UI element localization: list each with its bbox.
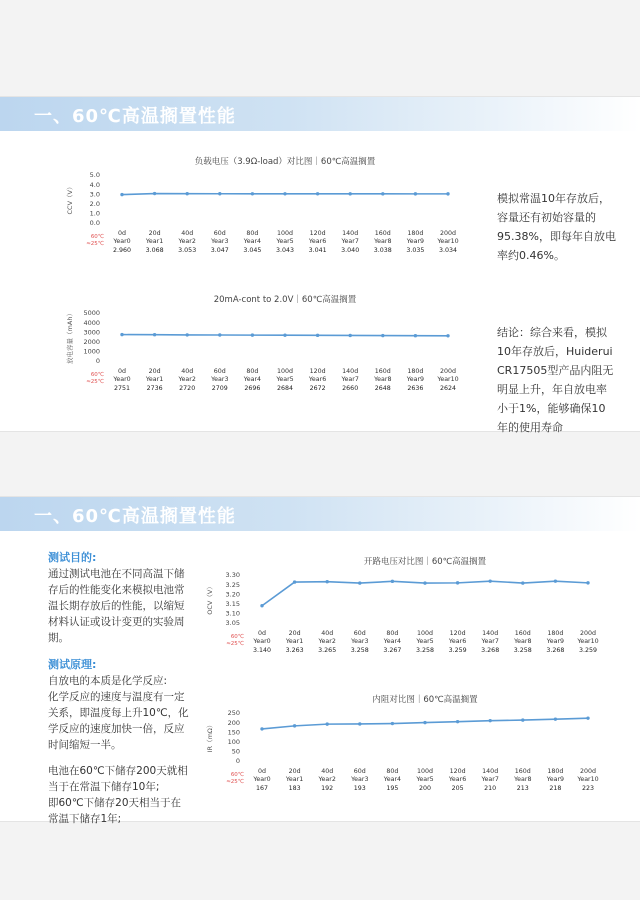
x-tick-label-year: Year9 xyxy=(406,376,425,383)
data-value-label: 3.045 xyxy=(243,247,262,254)
y-tick-label: 4.0 xyxy=(89,180,100,189)
y-tick-label: 0.0 xyxy=(89,219,100,228)
x-tick-label-day: 20d xyxy=(148,230,161,237)
y-tick-label: 1000 xyxy=(83,347,100,356)
row-label-60c: 60℃ xyxy=(230,772,244,778)
x-tick-label-day: 200d xyxy=(439,230,457,237)
data-value-label: 195 xyxy=(386,785,399,792)
chart-title: 负载电压（3.9Ω-load）对比图｜60℃高温搁置 xyxy=(194,157,376,167)
principle-line: 自放电的本质是化学反应: xyxy=(48,675,168,687)
y-tick-label: 3000 xyxy=(83,328,100,337)
data-point xyxy=(326,722,329,725)
principle-line: 学反应的速度加快一倍，反应 xyxy=(48,723,185,735)
y-tick-label: 200 xyxy=(227,718,240,727)
x-tick-label-day: 40d xyxy=(321,630,334,637)
x-tick-label-day: 120d xyxy=(309,368,326,375)
storage-note-line: 电池在60℃下储存200天就相 xyxy=(48,765,188,777)
x-tick-label-day: 20d xyxy=(288,630,301,637)
data-point xyxy=(456,581,459,584)
y-tick-label: 2.0 xyxy=(89,200,100,208)
data-value-label: 2672 xyxy=(309,385,326,392)
data-point xyxy=(120,193,123,196)
x-tick-label-year: Year2 xyxy=(178,238,196,245)
data-point xyxy=(186,192,189,195)
y-tick-label: 5.0 xyxy=(89,171,100,180)
x-tick-label-day: 100d xyxy=(416,768,434,775)
chart-title: 内阻对比图｜60℃高温搁置 xyxy=(372,695,478,705)
note-line: 95.38%，即每年自放电 xyxy=(497,230,616,243)
data-value-label: 205 xyxy=(451,785,464,792)
data-value-label: 167 xyxy=(255,785,269,792)
purpose-line: 温长期存放后的性能，以缩短 xyxy=(48,600,185,612)
data-point xyxy=(316,334,319,337)
row-label-25c: ≈25℃ xyxy=(226,779,244,785)
conclusion-note xyxy=(497,323,613,437)
x-tick-label-year: Year1 xyxy=(145,376,164,383)
row-label-25c: ≈25℃ xyxy=(86,241,104,247)
x-tick-label-year: Year4 xyxy=(243,376,262,383)
storage-note-line: 即60℃下储存20天相当于在 xyxy=(48,797,182,809)
data-value-label: 2648 xyxy=(374,385,391,392)
data-value-label: 3.035 xyxy=(406,247,425,254)
note-line: 年的使用寿命 xyxy=(497,421,563,434)
data-value-label: 3.053 xyxy=(178,247,197,254)
row-label-60c: 60℃ xyxy=(90,234,104,240)
x-tick-label-day: 0d xyxy=(257,768,267,775)
data-point xyxy=(586,581,589,584)
data-value-label: 3.041 xyxy=(308,247,327,254)
x-tick-label-day: 40d xyxy=(181,230,194,237)
x-tick-label-year: Year0 xyxy=(113,376,131,383)
section-banner xyxy=(0,497,640,531)
x-tick-label-day: 0d xyxy=(257,630,267,637)
x-tick-label-day: 100d xyxy=(276,368,294,375)
chart-title: 20mA-cont to 2.0V｜60℃高温搁置 xyxy=(213,295,357,305)
x-tick-label-day: 200d xyxy=(439,368,457,375)
data-value-label: 192 xyxy=(321,785,334,792)
x-tick-label-year: Year4 xyxy=(243,238,262,245)
note-line: 容量还有初始容量的 xyxy=(497,211,596,224)
data-point xyxy=(456,720,459,723)
x-tick-label-day: 160d xyxy=(374,368,391,375)
data-value-label: 3.258 xyxy=(513,647,532,654)
x-tick-label-year: Year10 xyxy=(437,376,459,383)
x-tick-label-day: 0d xyxy=(117,230,127,237)
x-tick-label-year: Year3 xyxy=(351,776,369,783)
data-value-label: 3.068 xyxy=(145,247,164,254)
x-tick-label-day: 0d xyxy=(117,368,127,375)
data-point xyxy=(316,192,319,195)
data-value-label: 2696 xyxy=(244,385,261,392)
data-point xyxy=(414,334,417,337)
x-tick-label-year: Year7 xyxy=(341,238,359,245)
data-point xyxy=(218,333,221,336)
x-tick-label-year: Year10 xyxy=(437,238,459,245)
x-tick-label-year: Year8 xyxy=(514,638,532,645)
data-value-label: 3.258 xyxy=(350,647,369,654)
data-value-label: 2624 xyxy=(439,385,457,392)
data-point xyxy=(251,192,254,195)
internal-resistance-chart xyxy=(200,693,610,813)
data-value-label: 2751 xyxy=(113,385,131,392)
x-tick-label-year: Year2 xyxy=(178,376,196,383)
data-point xyxy=(423,581,426,584)
x-tick-label-year: Year8 xyxy=(514,776,532,783)
x-tick-label-day: 20d xyxy=(288,768,301,775)
x-tick-label-year: Year4 xyxy=(383,638,402,645)
data-point xyxy=(283,334,286,337)
note-line: 明显上升，年自放电率 xyxy=(497,383,607,396)
data-point xyxy=(260,604,263,607)
x-tick-label-year: Year0 xyxy=(253,638,271,645)
data-value-label: 2636 xyxy=(407,385,424,392)
x-tick-label-day: 60d xyxy=(353,768,366,775)
x-tick-label-day: 140d xyxy=(342,230,359,237)
data-point xyxy=(186,333,189,336)
data-value-label: 2660 xyxy=(342,385,359,392)
purpose-heading: 测试目的: xyxy=(48,551,97,564)
row-label-25c: ≈25℃ xyxy=(86,379,104,385)
ccv-load-voltage-chart xyxy=(60,155,470,275)
section-banner xyxy=(0,97,640,131)
data-value-label: 210 xyxy=(484,785,497,792)
x-tick-label-day: 180d xyxy=(547,630,564,637)
note-line: 10年存放后，Huiderui xyxy=(497,345,613,358)
x-tick-label-day: 80d xyxy=(386,630,399,637)
data-point xyxy=(554,579,557,582)
data-value-label: 3.043 xyxy=(275,247,295,254)
data-point xyxy=(326,580,329,583)
x-tick-label-year: Year9 xyxy=(546,776,565,783)
ocv-open-voltage-chart xyxy=(200,555,610,675)
x-tick-label-day: 100d xyxy=(416,630,434,637)
x-tick-label-year: Year6 xyxy=(308,376,327,383)
x-tick-label-day: 120d xyxy=(309,230,326,237)
x-tick-label-day: 40d xyxy=(181,368,194,375)
y-axis-label: OCV（V） xyxy=(206,583,214,615)
data-value-label: 218 xyxy=(549,785,562,792)
x-tick-label-year: Year7 xyxy=(341,376,359,383)
x-tick-label-day: 80d xyxy=(246,230,259,237)
y-tick-label: 4000 xyxy=(83,318,100,327)
y-axis-label: 放电容量（mAh） xyxy=(66,310,74,364)
data-value-label: 3.268 xyxy=(481,647,500,654)
x-tick-label-year: Year8 xyxy=(374,238,392,245)
x-tick-label-year: Year4 xyxy=(383,776,402,783)
data-point xyxy=(423,721,426,724)
data-point xyxy=(381,192,384,195)
data-point xyxy=(358,722,361,725)
x-tick-label-year: Year0 xyxy=(113,238,131,245)
data-point xyxy=(153,192,156,195)
data-value-label: 3.047 xyxy=(210,247,229,254)
data-point xyxy=(381,334,384,337)
x-tick-label-year: Year5 xyxy=(276,376,294,383)
data-value-label: 3.140 xyxy=(252,647,272,654)
y-tick-label: 3.0 xyxy=(89,190,100,199)
principle-line: 时间缩短一半。 xyxy=(48,739,122,751)
data-value-label: 223 xyxy=(581,785,595,792)
y-tick-label: 150 xyxy=(227,728,240,737)
purpose-line: 通过测试电池在不同高温下储 xyxy=(48,568,185,580)
data-point xyxy=(260,727,263,730)
y-tick-label: 50 xyxy=(231,747,240,756)
data-value-label: 2684 xyxy=(276,385,294,392)
x-tick-label-day: 160d xyxy=(514,768,531,775)
x-tick-label-year: Year2 xyxy=(318,638,336,645)
x-tick-label-year: Year1 xyxy=(285,638,304,645)
note-line: 模拟常温10年存放后， xyxy=(497,192,610,205)
x-tick-label-day: 200d xyxy=(579,768,597,775)
data-point xyxy=(391,722,394,725)
x-tick-label-day: 40d xyxy=(321,768,334,775)
data-value-label: 3.040 xyxy=(341,247,360,254)
y-tick-label: 2000 xyxy=(83,338,100,346)
x-tick-label-day: 140d xyxy=(482,768,499,775)
data-point xyxy=(349,334,352,337)
x-tick-label-year: Year6 xyxy=(448,776,467,783)
series-line xyxy=(262,581,588,606)
principle-heading: 测试原理: xyxy=(48,658,97,671)
note-line: 小于1%，能够确保10 xyxy=(497,402,606,415)
y-tick-label: 0 xyxy=(235,757,240,766)
x-tick-label-year: Year1 xyxy=(285,776,304,783)
principle-line: 关系，即温度每上升10℃，化 xyxy=(48,707,189,719)
x-tick-label-day: 180d xyxy=(407,230,424,237)
x-tick-label-year: Year3 xyxy=(211,238,229,245)
x-tick-label-year: Year9 xyxy=(546,638,565,645)
purpose-line: 期。 xyxy=(48,632,69,644)
storage-note-line: 常温下储存1年; xyxy=(48,813,122,825)
section-title: 一、60℃高温搁置性能 xyxy=(34,506,236,527)
x-tick-label-day: 60d xyxy=(213,230,226,237)
data-value-label: 3.038 xyxy=(373,247,392,254)
x-tick-label-day: 20d xyxy=(148,368,161,375)
data-value-label: 3.263 xyxy=(285,647,304,654)
data-point xyxy=(218,192,221,195)
x-tick-label-year: Year5 xyxy=(276,238,294,245)
x-tick-label-day: 180d xyxy=(547,768,564,775)
x-tick-label-year: Year2 xyxy=(318,776,336,783)
test-description xyxy=(48,549,196,827)
y-tick-label: 3.25 xyxy=(225,580,240,589)
data-point xyxy=(554,717,557,720)
y-tick-label: 3.05 xyxy=(225,619,240,628)
x-tick-label-year: Year6 xyxy=(448,638,467,645)
y-tick-label: 3.20 xyxy=(225,590,240,599)
x-tick-label-year: Year5 xyxy=(416,776,434,783)
capacity-note xyxy=(497,189,616,265)
y-tick-label: 3.15 xyxy=(225,600,240,608)
data-point xyxy=(521,581,524,584)
data-point xyxy=(358,581,361,584)
section-title: 一、60℃高温搁置性能 xyxy=(34,106,236,127)
x-tick-label-year: Year7 xyxy=(481,776,499,783)
data-point xyxy=(446,192,449,195)
data-value-label: 3.265 xyxy=(318,647,337,654)
data-point xyxy=(251,333,254,336)
data-value-label: 200 xyxy=(418,785,432,792)
x-tick-label-day: 140d xyxy=(342,368,359,375)
x-tick-label-day: 60d xyxy=(353,630,366,637)
purpose-line: 存后的性能变化来模拟电池常 xyxy=(48,584,185,596)
chart-title: 开路电压对比图｜60℃高温搁置 xyxy=(363,557,487,567)
data-point xyxy=(349,192,352,195)
x-tick-label-day: 80d xyxy=(386,768,399,775)
data-point xyxy=(283,192,286,195)
row-label-60c: 60℃ xyxy=(90,372,104,378)
x-tick-label-year: Year5 xyxy=(416,638,434,645)
data-value-label: 213 xyxy=(516,785,529,792)
data-value-label: 2.960 xyxy=(112,247,132,254)
y-tick-label: 3.10 xyxy=(225,609,240,618)
data-value-label: 3.267 xyxy=(383,647,402,654)
data-value-label: 3.268 xyxy=(546,647,565,654)
data-value-label: 3.259 xyxy=(448,647,467,654)
data-value-label: 2709 xyxy=(211,385,228,392)
note-line: CR17505型产品内阻无 xyxy=(497,364,614,377)
x-tick-label-year: Year7 xyxy=(481,638,499,645)
data-value-label: 3.259 xyxy=(578,647,598,654)
storage-note-line: 当于在常温下储存10年; xyxy=(48,781,160,793)
data-point xyxy=(293,580,296,583)
data-point xyxy=(153,333,156,336)
data-value-label: 3.258 xyxy=(415,647,435,654)
y-tick-label: 5000 xyxy=(83,309,100,318)
data-point xyxy=(489,579,492,582)
x-tick-label-day: 80d xyxy=(246,368,259,375)
x-tick-label-day: 140d xyxy=(482,630,499,637)
y-tick-label: 3.30 xyxy=(225,571,240,580)
y-axis-label: CCV（V） xyxy=(66,183,74,215)
x-tick-label-year: Year3 xyxy=(211,376,229,383)
note-line: 结论：综合来看，模拟 xyxy=(497,326,607,339)
x-tick-label-day: 60d xyxy=(213,368,226,375)
data-value-label: 3.034 xyxy=(438,247,458,254)
data-value-label: 2720 xyxy=(179,385,196,392)
y-axis-label: IR（mΩ） xyxy=(206,721,214,753)
data-point xyxy=(120,333,123,336)
data-point xyxy=(414,192,417,195)
data-point xyxy=(293,724,296,727)
x-tick-label-day: 180d xyxy=(407,368,424,375)
x-tick-label-year: Year1 xyxy=(145,238,164,245)
data-value-label: 193 xyxy=(353,785,366,792)
discharge-capacity-chart xyxy=(60,293,470,413)
x-tick-label-year: Year8 xyxy=(374,376,392,383)
x-tick-label-day: 160d xyxy=(374,230,391,237)
x-tick-label-day: 120d xyxy=(449,630,466,637)
x-tick-label-day: 120d xyxy=(449,768,466,775)
x-tick-label-day: 100d xyxy=(276,230,294,237)
y-tick-label: 1.0 xyxy=(89,209,100,218)
x-tick-label-year: Year3 xyxy=(351,638,369,645)
x-tick-label-year: Year10 xyxy=(577,638,599,645)
y-tick-label: 100 xyxy=(227,738,240,746)
purpose-line: 材料认证或设计变更的实验周 xyxy=(48,616,185,628)
note-line: 率约0.46%。 xyxy=(497,249,565,262)
y-tick-label: 250 xyxy=(227,709,240,718)
data-point xyxy=(446,334,449,337)
x-tick-label-year: Year10 xyxy=(577,776,599,783)
x-tick-label-day: 160d xyxy=(514,630,531,637)
x-tick-label-day: 200d xyxy=(579,630,597,637)
panel-bottom xyxy=(0,496,640,825)
data-point xyxy=(391,580,394,583)
y-tick-label: 0 xyxy=(95,357,100,366)
data-point xyxy=(489,719,492,722)
x-tick-label-year: Year9 xyxy=(406,238,425,245)
row-label-60c: 60℃ xyxy=(230,634,244,640)
x-tick-label-year: Year0 xyxy=(253,776,271,783)
data-point xyxy=(586,716,589,719)
principle-line: 化学反应的速度与温度有一定 xyxy=(48,691,185,703)
data-point xyxy=(521,718,524,721)
data-value-label: 2736 xyxy=(146,385,163,392)
x-tick-label-year: Year6 xyxy=(308,238,327,245)
panel-top xyxy=(0,96,640,432)
row-label-25c: ≈25℃ xyxy=(226,641,244,647)
data-value-label: 183 xyxy=(288,785,301,792)
